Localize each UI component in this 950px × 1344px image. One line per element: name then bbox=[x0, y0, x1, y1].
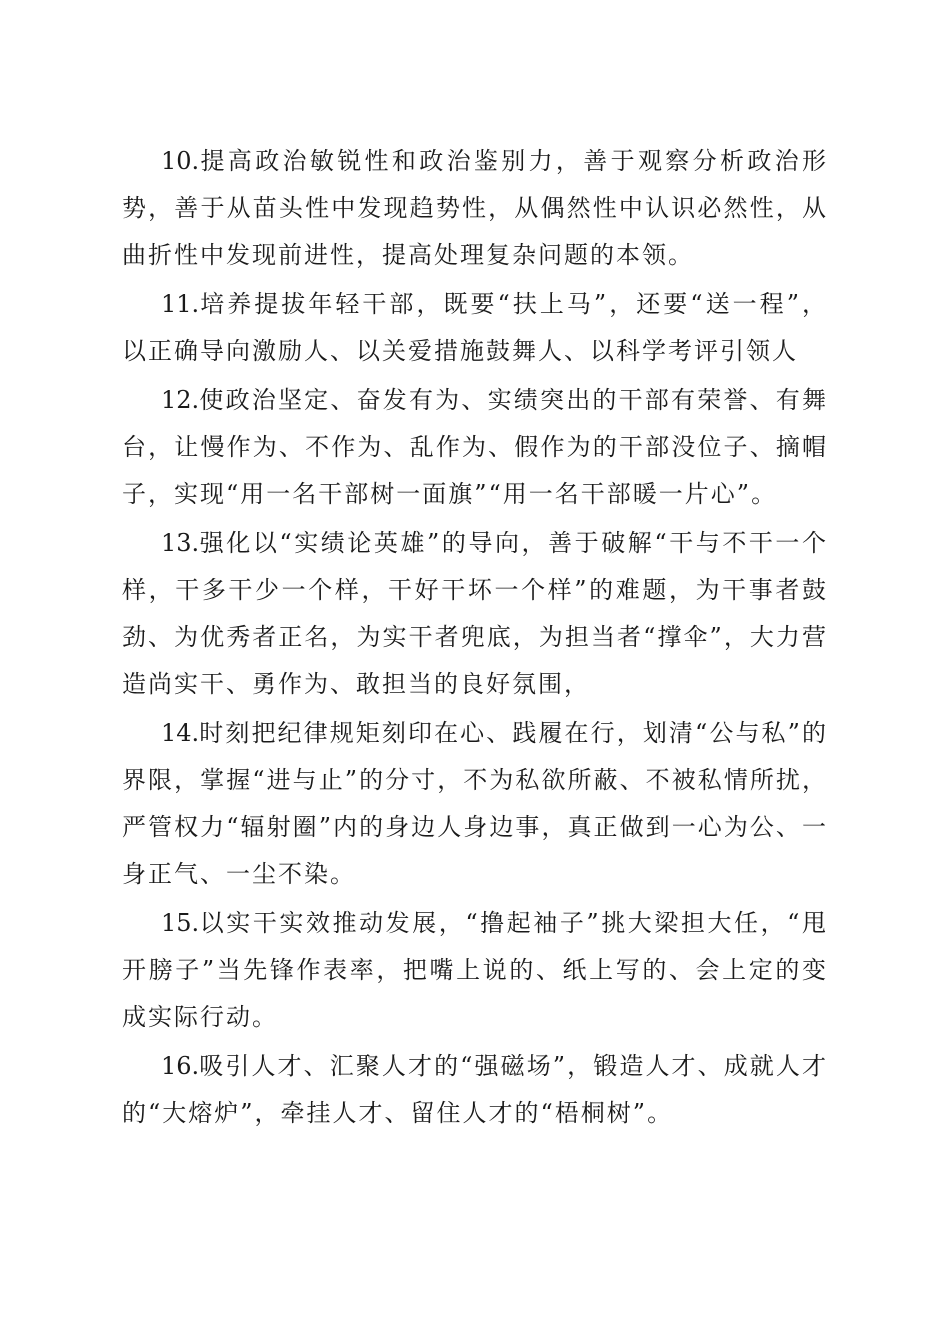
paragraph-number: 14. bbox=[161, 719, 200, 747]
paragraph-number: 16. bbox=[161, 1052, 200, 1080]
paragraph-text: 强化以“实绩论英雄”的导向，善于破解“干与不干一个样，干多干少一个样，干好干坏一个样”的难题，为干事者鼓劲、为优秀者正名，为实干者兜底，为担当者“撑伞”，大力营造尚实干、勇作为、敢担当的良好氛围， bbox=[122, 529, 828, 698]
paragraph-10 bbox=[122, 138, 828, 279]
paragraph-15 bbox=[122, 900, 828, 1041]
paragraph-number: 11. bbox=[161, 290, 200, 318]
paragraph-text: 吸引人才、汇聚人才的“强磁场”，锻造人才、成就人才的“大熔炉”，牵挂人才、留住人才的“梧桐树”。 bbox=[122, 1052, 828, 1127]
paragraph-text: 培养提拔年轻干部，既要“扶上马”，还要“送一程”，以正确导向激励人、以关爱措施鼓舞人、以科学考评引领人 bbox=[122, 290, 828, 365]
paragraph-number: 15. bbox=[161, 909, 200, 937]
paragraph-13 bbox=[122, 520, 828, 708]
paragraph-text: 提高政治敏锐性和政治鉴别力，善于观察分析政治形势，善于从苗头性中发现趋势性，从偶然性中认识必然性，从曲折性中发现前进性，提高处理复杂问题的本领。 bbox=[122, 147, 828, 269]
paragraph-11 bbox=[122, 281, 828, 375]
paragraph-text: 以实干实效推动发展，“撸起袖子”挑大梁担大任，“甩开膀子”当先锋作表率，把嘴上说的、纸上写的、会上定的变成实际行动。 bbox=[122, 909, 828, 1031]
paragraph-16 bbox=[122, 1043, 828, 1137]
paragraph-number: 13. bbox=[161, 529, 200, 557]
paragraph-12 bbox=[122, 377, 828, 518]
paragraph-14 bbox=[122, 710, 828, 898]
paragraph-text: 使政治坚定、奋发有为、实绩突出的干部有荣誉、有舞台，让慢作为、不作为、乱作为、假作为的干部没位子、摘帽子，实现“用一名干部树一面旗”“用一名干部暖一片心”。 bbox=[122, 386, 828, 508]
paragraph-text: 时刻把纪律规矩刻印在心、践履在行，划清“公与私”的界限，掌握“进与止”的分寸，不为私欲所蔽、不被私情所扰，严管权力“辐射圈”内的身边人身边事，真正做到一心为公、一身正气、一尘不染。 bbox=[122, 719, 828, 888]
paragraph-number: 12. bbox=[161, 386, 200, 414]
paragraph-number: 10. bbox=[161, 147, 200, 175]
document-body bbox=[122, 138, 828, 1139]
